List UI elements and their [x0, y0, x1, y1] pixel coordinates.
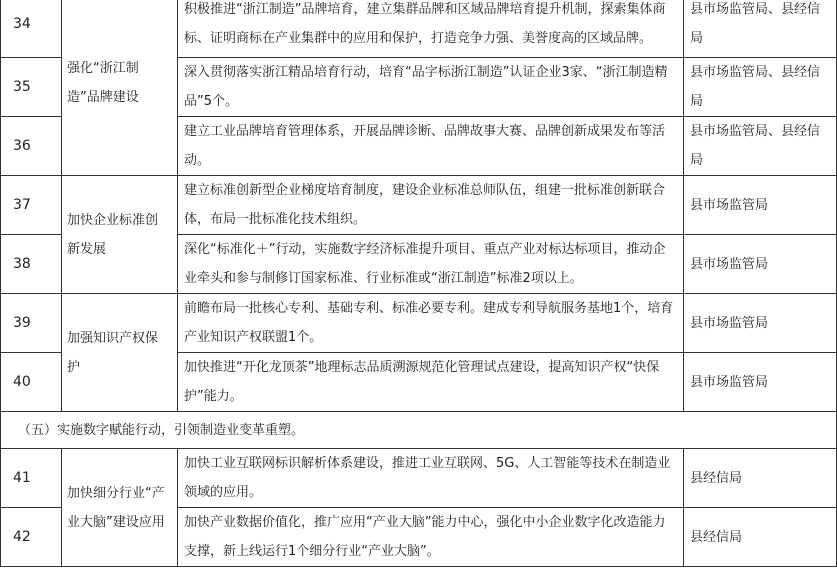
category-cell: 加快企业标准创新发展: [62, 176, 178, 294]
section-row: [1, 412, 837, 449]
category-cell: 加强知识产权保护: [62, 294, 178, 412]
row-number: 40: [1, 353, 62, 412]
row-number: 37: [1, 176, 62, 235]
row-number: 35: [1, 58, 62, 117]
task-cell: 积极推进“浙江制造”品牌培育，建立集群品牌和区域品牌培育提升机制，探索集体商标、证明商标在产业集群中的应用和保护，打造竞争力强、美誉度高的区域品牌。: [178, 0, 684, 58]
task-cell: 深化“标准化＋”行动，实施数字经济标准提升项目、重点产业对标达标项目，推动企业牵头和参与制修订国家标准、行业标准或“浙江制造”标准2项以上。: [178, 235, 684, 294]
department-cell: 县市场监管局: [684, 353, 837, 412]
task-cell: 加快推进“开化龙顶茶”地理标志品质溯源规范化管理试点建设，提高知识产权“快保护”能力。: [178, 353, 684, 412]
row-number: 34: [1, 0, 62, 58]
department-cell: 县经信局: [684, 508, 837, 567]
department-cell: 县市场监管局、县经信局: [684, 58, 837, 117]
row-number: 42: [1, 508, 62, 567]
table-row: [1, 294, 837, 353]
task-cell: 深入贯彻落实浙江精品培育行动，培育“品字标浙江制造”认证企业3家、“浙江制造精品”5个。: [178, 58, 684, 117]
task-cell: 建立工业品牌培育管理体系，开展品牌诊断、品牌故事大赛、品牌创新成果发布等活动。: [178, 117, 684, 176]
row-number: 39: [1, 294, 62, 353]
row-number: 36: [1, 117, 62, 176]
task-cell: 加快产业数据价值化，推广应用“产业大脑”能力中心，强化中小企业数字化改造能力支撑，新上线运行1个细分行业“产业大脑”。: [178, 508, 684, 567]
category-cell: 强化“浙江制造”品牌建设: [62, 0, 178, 176]
department-cell: 县市场监管局: [684, 176, 837, 235]
department-cell: 县市场监管局、县经信局: [684, 117, 837, 176]
row-number: 41: [1, 449, 62, 508]
row-number: 38: [1, 235, 62, 294]
department-cell: 县市场监管局: [684, 235, 837, 294]
task-cell: 建立标准创新型企业梯度培育制度，建设企业标准总师队伍，组建一批标准创新联合体，布局一批标准化技术组织。: [178, 176, 684, 235]
table-row: [1, 176, 837, 235]
task-cell: 前瞻布局一批核心专利、基础专利、标准必要专利。建成专利导航服务基地1个，培育产业知识产权联盟1个。: [178, 294, 684, 353]
department-cell: 县市场监管局、县经信局: [684, 0, 837, 58]
category-cell: 加快细分行业“产业大脑”建设应用: [62, 449, 178, 567]
department-cell: 县经信局: [684, 449, 837, 508]
section-heading: （五）实施数字赋能行动，引领制造业变革重塑。: [1, 412, 837, 449]
department-cell: 县市场监管局: [684, 294, 837, 353]
table-row: [1, 0, 837, 58]
table-row: [1, 449, 837, 508]
task-cell: 加快工业互联网标识解析体系建设，推进工业互联网、5G、人工智能等技术在制造业领域的应用。: [178, 449, 684, 508]
